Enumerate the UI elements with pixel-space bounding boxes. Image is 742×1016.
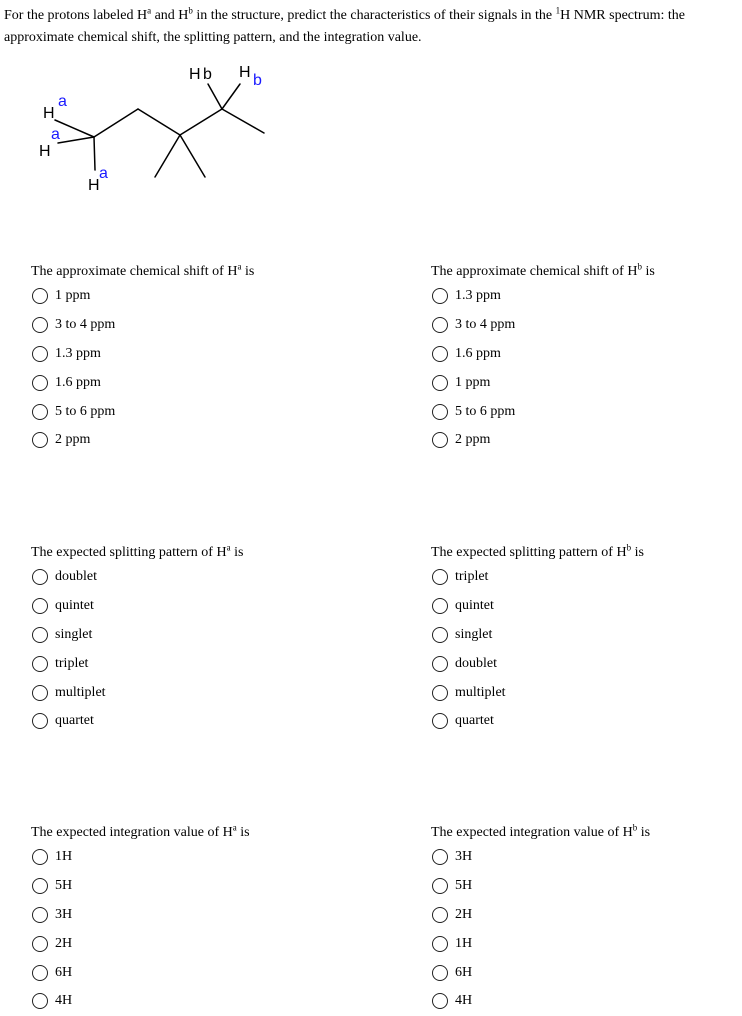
answer-option[interactable] xyxy=(31,397,254,426)
proton-label-b: b xyxy=(203,66,212,83)
bond xyxy=(180,135,205,177)
bond xyxy=(94,109,138,137)
hydrogen-label: H xyxy=(39,143,51,160)
prompt-sup-a: a xyxy=(147,5,152,16)
question-title xyxy=(431,824,650,842)
radio-button[interactable] xyxy=(32,993,48,1009)
bond xyxy=(155,135,180,177)
answer-option-label: doublet xyxy=(55,569,97,585)
question-title-sup: b xyxy=(632,822,638,833)
radio-button[interactable] xyxy=(432,656,448,672)
answer-option-label: 3H xyxy=(55,906,73,922)
radio-button[interactable] xyxy=(432,288,448,304)
answer-option[interactable] xyxy=(31,929,250,958)
radio-button[interactable] xyxy=(432,404,448,420)
radio-button[interactable] xyxy=(432,685,448,701)
answer-option[interactable] xyxy=(431,707,644,736)
answer-option[interactable] xyxy=(431,621,644,650)
bond xyxy=(55,120,94,137)
question-title-suffix: is xyxy=(230,545,244,560)
answer-option-label: 5H xyxy=(455,878,473,894)
question-title-text: The expected splitting pattern of H xyxy=(431,545,627,560)
answer-option-label: doublet xyxy=(455,655,497,671)
answer-option[interactable] xyxy=(431,843,650,872)
answer-option[interactable] xyxy=(431,426,655,455)
radio-button[interactable] xyxy=(432,878,448,894)
answer-option-label: 2H xyxy=(55,935,73,951)
answer-option-label: 4H xyxy=(55,993,73,1009)
answer-option-label: 3 to 4 ppm xyxy=(455,317,516,333)
proton-label-a: a xyxy=(58,93,67,110)
answer-option-label: quartet xyxy=(455,713,494,729)
bond xyxy=(222,109,264,133)
question-splitting-a xyxy=(31,544,243,736)
radio-button[interactable] xyxy=(32,317,48,333)
question-prompt xyxy=(4,5,740,49)
answer-option[interactable] xyxy=(31,901,250,930)
radio-button[interactable] xyxy=(432,432,448,448)
question-splitting-b xyxy=(431,544,644,736)
answer-option[interactable] xyxy=(431,958,650,987)
answer-option-label: singlet xyxy=(455,626,493,642)
answer-option-label: 1H xyxy=(455,935,473,951)
radio-button[interactable] xyxy=(32,685,48,701)
answer-option-label: 5 to 6 ppm xyxy=(455,403,516,419)
question-title xyxy=(431,263,655,281)
answer-option-label: 3H xyxy=(455,849,473,865)
question-title-sup: a xyxy=(226,542,231,553)
answer-option[interactable] xyxy=(31,958,250,987)
radio-button[interactable] xyxy=(32,346,48,362)
question-title-text: The approximate chemical shift of H xyxy=(431,264,638,279)
radio-button[interactable] xyxy=(432,346,448,362)
answer-option[interactable] xyxy=(31,987,250,1016)
radio-button[interactable] xyxy=(32,878,48,894)
bond xyxy=(94,137,95,170)
answer-option[interactable] xyxy=(431,340,655,369)
answer-option-label: 2H xyxy=(455,906,473,922)
answer-option-label: 1 ppm xyxy=(455,374,491,390)
answer-option[interactable] xyxy=(431,592,644,621)
bond xyxy=(208,84,222,109)
answer-option[interactable] xyxy=(31,843,250,872)
prompt-sup-b: b xyxy=(188,5,193,16)
radio-button[interactable] xyxy=(432,598,448,614)
question-title-sup: b xyxy=(626,542,632,553)
answer-option-label: 6H xyxy=(55,964,73,980)
radio-button[interactable] xyxy=(432,317,448,333)
radio-button[interactable] xyxy=(32,404,48,420)
radio-button[interactable] xyxy=(432,713,448,729)
answer-option-label: quartet xyxy=(55,713,94,729)
bond xyxy=(58,137,94,143)
answer-option[interactable] xyxy=(31,368,254,397)
prompt-sup-1: 1 xyxy=(555,5,561,16)
answer-option-label: 1H xyxy=(55,849,73,865)
proton-label-a: a xyxy=(99,165,108,182)
answer-option[interactable] xyxy=(31,563,243,592)
answer-option[interactable] xyxy=(431,987,650,1016)
answer-option[interactable] xyxy=(31,426,254,455)
answer-option[interactable] xyxy=(31,649,243,678)
answer-option[interactable] xyxy=(431,929,650,958)
radio-button[interactable] xyxy=(32,656,48,672)
hydrogen-label: H xyxy=(43,105,55,122)
question-title-suffix: is xyxy=(641,264,655,279)
question-title-sup: a xyxy=(237,261,242,272)
radio-button[interactable] xyxy=(432,907,448,923)
answer-option-label: 2 ppm xyxy=(455,432,491,448)
question-title-text: The expected splitting pattern of H xyxy=(31,545,227,560)
question-title-text: The expected integration value of H xyxy=(31,825,233,840)
molecule-structure xyxy=(0,55,300,195)
question-title-sup: a xyxy=(232,822,237,833)
radio-button[interactable] xyxy=(32,432,48,448)
answer-option[interactable] xyxy=(31,340,254,369)
answer-option[interactable] xyxy=(431,872,650,901)
question-shift-a xyxy=(31,263,254,455)
question-title-suffix: is xyxy=(236,825,250,840)
radio-button[interactable] xyxy=(32,907,48,923)
answer-option-label: 3 to 4 ppm xyxy=(55,317,116,333)
answer-option-label: 5 to 6 ppm xyxy=(55,403,116,419)
radio-button[interactable] xyxy=(32,375,48,391)
radio-button[interactable] xyxy=(32,288,48,304)
answer-option-label: 1.3 ppm xyxy=(55,345,101,361)
proton-label-a: a xyxy=(51,126,60,143)
proton-label-b: b xyxy=(253,72,262,89)
radio-button[interactable] xyxy=(432,965,448,981)
radio-button[interactable] xyxy=(432,993,448,1009)
radio-button[interactable] xyxy=(32,849,48,865)
radio-button[interactable] xyxy=(32,569,48,585)
question-title-sup: b xyxy=(637,261,642,272)
answer-option[interactable] xyxy=(31,707,243,736)
answer-option[interactable] xyxy=(431,563,644,592)
hydrogen-label: H xyxy=(88,177,100,194)
prompt-text-3: in the structure, predict the characteristics of their signals in the xyxy=(192,8,556,23)
answer-option[interactable] xyxy=(31,311,254,340)
answer-option-label: 2 ppm xyxy=(55,432,91,448)
answer-option[interactable] xyxy=(31,872,250,901)
radio-button[interactable] xyxy=(32,627,48,643)
question-title xyxy=(31,544,243,562)
question-integration-a xyxy=(31,824,250,1016)
prompt-text-2: and H xyxy=(151,8,189,23)
answer-option-label: 4H xyxy=(455,993,473,1009)
question-title xyxy=(431,544,644,562)
answer-option[interactable] xyxy=(431,901,650,930)
question-shift-b xyxy=(431,263,655,455)
answer-option-label: 6H xyxy=(455,964,473,980)
answer-option-label: multiplet xyxy=(55,684,106,700)
bond xyxy=(180,109,222,135)
radio-button[interactable] xyxy=(432,849,448,865)
answer-option-label: triplet xyxy=(455,569,489,585)
question-title-suffix: is xyxy=(241,264,255,279)
answer-option-label: 1.6 ppm xyxy=(55,374,101,390)
radio-button[interactable] xyxy=(432,627,448,643)
answer-option[interactable] xyxy=(431,649,644,678)
answer-option-label: 1.6 ppm xyxy=(455,345,501,361)
answer-option[interactable] xyxy=(31,621,243,650)
radio-button[interactable] xyxy=(432,375,448,391)
answer-option[interactable] xyxy=(431,397,655,426)
answer-option[interactable] xyxy=(431,282,655,311)
radio-button[interactable] xyxy=(32,598,48,614)
answer-option[interactable] xyxy=(31,678,243,707)
answer-option-label: quintet xyxy=(455,598,494,614)
answer-option[interactable] xyxy=(31,282,254,311)
question-title xyxy=(31,824,250,842)
answer-option-label: 1.3 ppm xyxy=(455,288,501,304)
answer-option[interactable] xyxy=(31,592,243,621)
answer-option-label: triplet xyxy=(55,655,89,671)
answer-option-label: quintet xyxy=(55,598,94,614)
answer-option[interactable] xyxy=(431,368,655,397)
question-title-text: The approximate chemical shift of H xyxy=(31,264,238,279)
question-title xyxy=(31,263,254,281)
answer-option[interactable] xyxy=(431,678,644,707)
bond xyxy=(222,84,240,109)
radio-button[interactable] xyxy=(32,965,48,981)
answer-option-label: multiplet xyxy=(455,684,506,700)
question-title-text: The expected integration value of H xyxy=(431,825,633,840)
bond xyxy=(138,109,180,135)
prompt-text-4: H NMR spectrum: the approximate chemical shift, the splitting pattern, and the integration value. xyxy=(4,8,685,45)
radio-button[interactable] xyxy=(432,569,448,585)
answer-option[interactable] xyxy=(431,311,655,340)
question-integration-b xyxy=(431,824,650,1016)
radio-button[interactable] xyxy=(432,936,448,952)
hydrogen-label: H xyxy=(239,64,251,81)
answer-option-label: 5H xyxy=(55,878,73,894)
prompt-text-1: For the protons labeled H xyxy=(4,8,148,23)
hydrogen-label: H xyxy=(189,66,201,83)
radio-button[interactable] xyxy=(32,713,48,729)
answer-option-label: 1 ppm xyxy=(55,288,91,304)
question-title-suffix: is xyxy=(631,545,644,560)
answer-option-label: singlet xyxy=(55,626,93,642)
radio-button[interactable] xyxy=(32,936,48,952)
question-title-suffix: is xyxy=(637,825,651,840)
